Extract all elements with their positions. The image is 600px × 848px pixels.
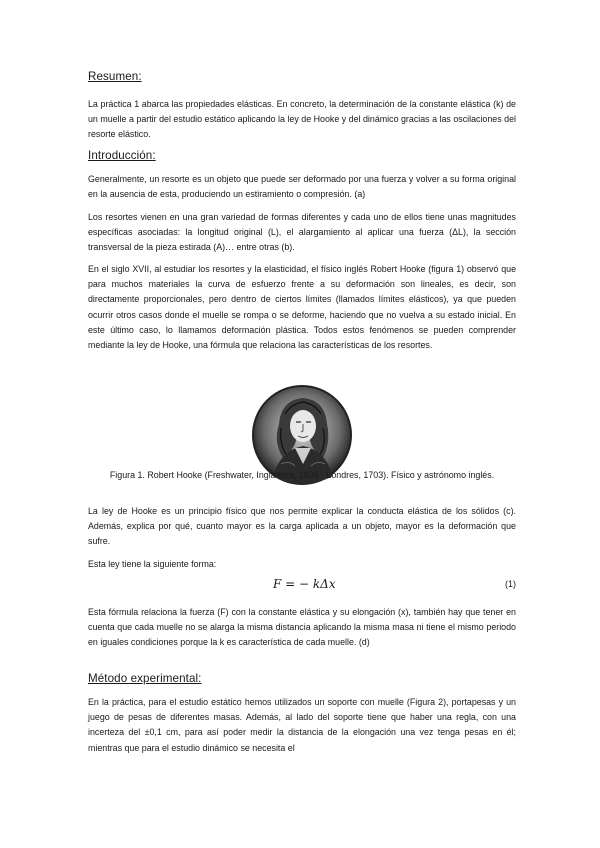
introduccion-paragraph-2: Los resortes vienen en una gran variedad de formas diferentes y cada uno de ellos tiene unas magnitudes específicas asociadas: la longitud original (L), el alargamiento al aplicar una fuerza (ΔL), la sección transversal de la pieza estirada (A)… entre otras (b). xyxy=(88,212,516,253)
hooke-formula xyxy=(88,577,516,599)
ley-paragraph-2: Esta ley tiene la siguiente forma: xyxy=(88,559,217,569)
formula-number: (1) xyxy=(505,579,516,589)
introduccion-paragraph-1: Generalmente, un resorte es un objeto que puede ser deformado por una fuerza y volver a su forma original en la ausencia de esta, produciendo un estiramiento o compresión. (a) xyxy=(88,174,516,200)
resumen-paragraph: La práctica 1 abarca las propiedades elásticas. En concreto, la determinación de la constante elástica (k) de un muelle a partir del estudio estático aplicando la ley de Hooke y del dinámico gracias a las oscilaciones del resorte elástico. xyxy=(88,99,516,140)
formula-expression: F = − kΔx xyxy=(273,577,336,591)
introduccion-heading: Introducción: xyxy=(88,149,156,162)
ley-paragraph-1: La ley de Hooke es un principio físico que nos permite explicar la conducta elástica de los sólidos (c). Además, explica por qué, cuanto mayor es la carga aplicada a un objeto, mayor es la deformación que sufre. xyxy=(88,506,516,547)
figure-caption: Figura 1. Robert Hooke (Freshwater, Inglaterra, 1635 - Londres, 1703). Físico y astrónomo inglés. xyxy=(109,470,495,480)
metodo-heading: Método experimental: xyxy=(88,672,202,685)
resumen-heading: Resumen: xyxy=(88,70,142,83)
metodo-paragraph-1: En la práctica, para el estudio estático hemos utilizados un soporte con muelle (Figura 2), portapesas y un juego de pesas de diferentes masas. Además, al lado del soporte tiene que haber una regla, con una incerteza del ±0,1 cm, para así poder medir la distancia de la elongación una vez tenga pesas en él; mientras que para el estudio dinámico se necesita el xyxy=(88,697,516,753)
ley-paragraph-3: Esta fórmula relaciona la fuerza (F) con la constante elástica y su elongación (x), también hay que tener en cuenta que cada muelle no se alarga la misma distancia aplicando la misma masa ni tiene el mismo periodo en iguales condiciones porque la k es característica de cada muelle. (d) xyxy=(88,607,516,648)
introduccion-paragraph-3: En el siglo XVII, al estudiar los resortes y la elasticidad, el físico inglés Robert Hooke (figura 1) observó que para muchos materiales la curva de esfuerzo frente a su deformación son lineales, es decir, son directamente proporcionales, pero dentro de ciertos límites (llamados límites elásticos), ya que pueden ocurrir otros casos donde el muelle se rompa o se deforme, haciendo que no vuelva a su estado inicial. En este último caso, lo llamamos deformación plástica. Todos estos fenómenos se pueden comprender mediante la ley de Hooke, una fórmula que relaciona las características de los resortes. xyxy=(88,264,516,351)
